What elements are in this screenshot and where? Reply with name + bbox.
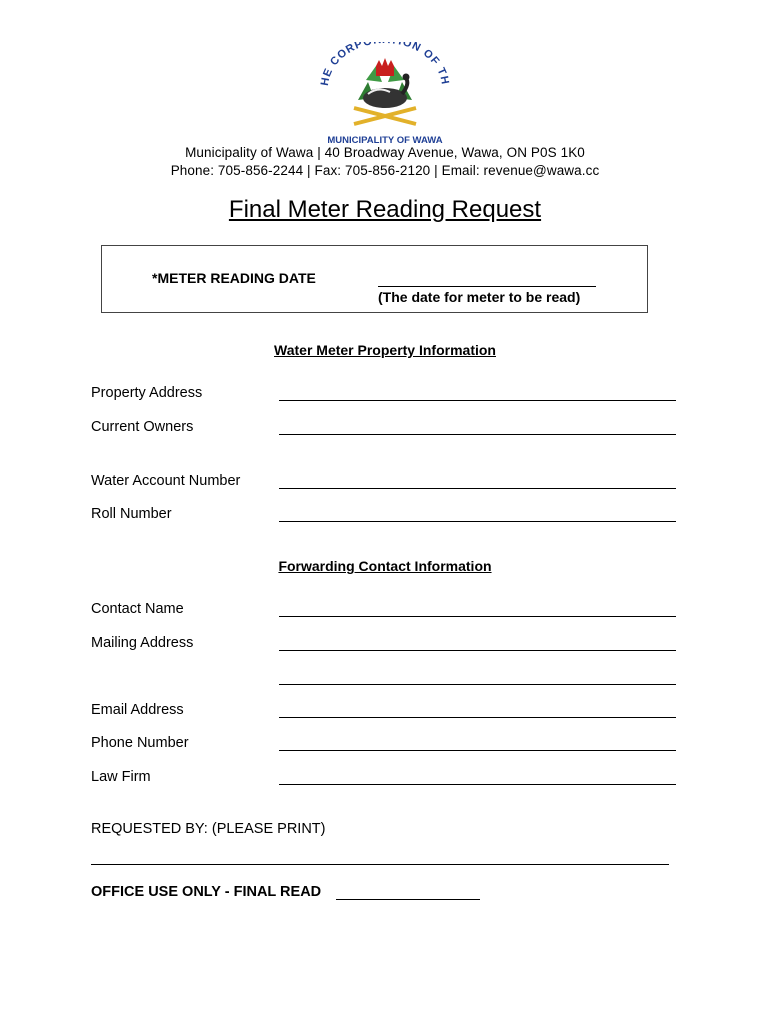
property-address-field[interactable] (279, 400, 676, 401)
email-address-label: Email Address (91, 702, 184, 718)
contact-section-heading: Forwarding Contact Information (278, 558, 492, 574)
email-address-field[interactable] (279, 717, 676, 718)
phone-number-label: Phone Number (91, 735, 189, 751)
office-use-label: OFFICE USE ONLY - FINAL READ (91, 884, 322, 900)
mailing-address-field-line-2[interactable] (279, 684, 676, 685)
contact-line: Phone: 705-856-2244 | Fax: 705-856-2120 | Email: revenue@wawa.cc (170, 163, 600, 178)
requested-by-label: REQUESTED BY: (PLEASE PRINT) (91, 821, 326, 837)
page-title: Final Meter Reading Request (228, 196, 542, 223)
property-address-label: Property Address (91, 385, 203, 401)
phone-number-field[interactable] (279, 750, 676, 751)
water-account-number-field[interactable] (279, 488, 676, 489)
logo-arc-text: HE CORP ON OF TH (318, 42, 452, 87)
meter-reading-date-hint: (The date for meter to be read) (378, 289, 581, 305)
meter-reading-date-field[interactable] (378, 286, 596, 287)
meter-reading-date-label: *METER READING DATE (152, 270, 316, 286)
wawa-goose-crest-icon (310, 42, 460, 146)
address-line: Municipality of Wawa | 40 Broadway Avenue, Wawa, ON P0S 1K0 (185, 145, 585, 160)
contact-name-field[interactable] (279, 616, 676, 617)
property-section-heading: Water Meter Property Information (274, 342, 496, 358)
water-account-number-label: Water Account Number (91, 473, 241, 489)
law-firm-field[interactable] (279, 784, 676, 785)
logo-banner-text: MUNICIPALITY OF WAWA (327, 135, 443, 146)
current-owners-field[interactable] (279, 434, 676, 435)
contact-name-label: Contact Name (91, 601, 184, 617)
mailing-address-field[interactable] (279, 650, 676, 651)
mailing-address-label: Mailing Address (91, 635, 194, 651)
roll-number-field[interactable] (279, 521, 676, 522)
office-use-final-read-field[interactable] (336, 899, 480, 900)
law-firm-label: Law Firm (91, 769, 151, 785)
roll-number-label: Roll Number (91, 506, 172, 522)
current-owners-label: Current Owners (91, 419, 194, 435)
requested-by-field[interactable] (91, 864, 669, 865)
municipality-logo (310, 42, 460, 146)
